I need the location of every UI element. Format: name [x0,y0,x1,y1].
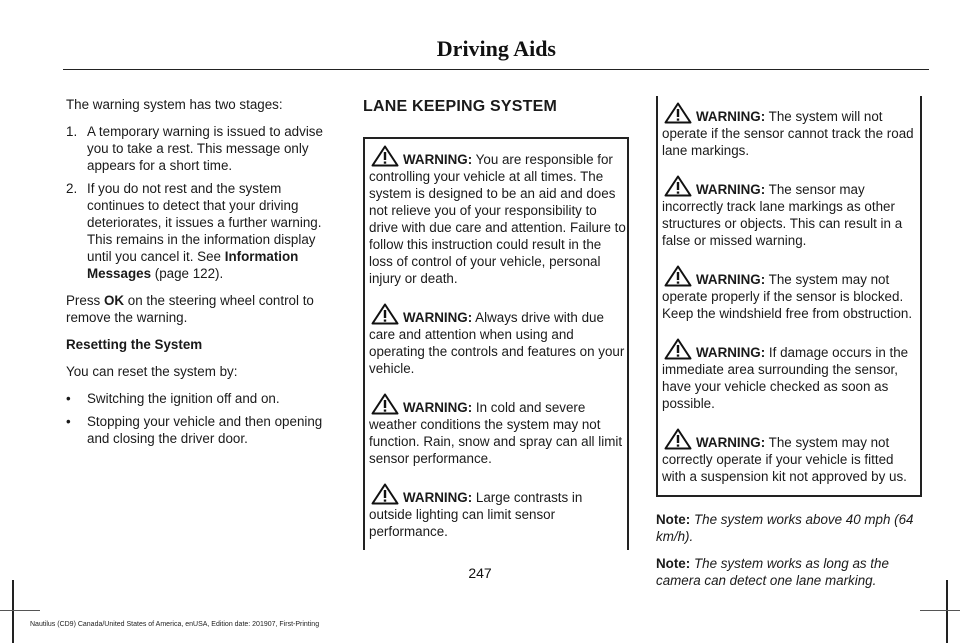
warning-text: Always drive with due care and attention when using and operating the controls and features on your vehicle. [369,310,625,376]
warning-text: In cold and severe weather conditions the system may not function. Rain, snow and spray can all limit sensor performance. [369,400,623,466]
crop-mark [12,580,14,643]
list-number: 2. [66,181,78,196]
warning-label: WARNING: [696,109,766,124]
bullet: • [66,391,71,406]
note-label: Note: [656,512,691,527]
warning-label: WARNING: [696,272,766,287]
note-label: Note: [656,556,691,571]
column-left [66,96,340,457]
warning-item [662,102,920,159]
warning-label: WARNING: [403,400,473,415]
warning-item [369,483,627,540]
warning-item [369,145,627,287]
warning-item [369,393,627,467]
stage-text: A temporary warning is issued to advise you to take a rest. This message only appears for a short time. [87,124,323,173]
stages-intro: The warning system has two stages: [66,97,283,112]
warning-label: WARNING: [403,310,473,325]
note [656,511,922,545]
warning-label: WARNING: [403,152,473,167]
column-middle [363,96,629,550]
warning-item [662,265,920,322]
press-text-rest: on the steering wheel control to remove the warning. [66,293,314,325]
press-text: Press [66,293,104,308]
warning-triangle-icon [371,393,399,415]
warning-triangle-icon [664,338,692,360]
warning-item [662,175,920,249]
bullet: • [66,414,71,429]
warning-label: WARNING: [696,182,766,197]
warning-triangle-icon [664,102,692,124]
warning-label: WARNING: [403,490,473,505]
warning-text: Large contrasts in outside lighting can limit sensor performance. [369,490,583,539]
header-rule [63,69,929,70]
warning-label: WARNING: [696,435,766,450]
stage-text: If you do not rest and the system continues to detect that your driving deteriorates, it issues a further warning. This remains in the information display until you cancel it. See [87,181,322,264]
warning-item [662,338,920,412]
warning-text: The system will not operate if the sensor cannot track the road lane markings. [662,109,914,158]
bullet-text: Switching the ignition off and on. [87,391,280,406]
ok-key-label: OK [103,293,125,308]
stage-item [66,123,340,174]
warning-triangle-icon [371,303,399,325]
column-right [656,96,922,599]
warning-triangle-icon [664,265,692,287]
warning-triangle-icon [664,428,692,450]
warning-item [369,303,627,377]
warning-text: The system may not correctly operate if your vehicle is fitted with a suspension kit not approved by us. [662,435,907,484]
reset-list [66,390,340,447]
page-header-title: Driving Aids [436,36,556,61]
stages-list [66,123,340,282]
note-text: The system works above 40 mph (64 km/h). [656,512,914,544]
warning-text: The system may not operate properly if the sensor is blocked. Keep the windshield free from obstruction. [662,272,913,321]
warning-triangle-icon [371,483,399,505]
bullet-text: Stopping your vehicle and then opening and closing the driver door. [87,414,323,446]
reset-intro: You can reset the system by: [66,364,238,379]
reset-heading: Resetting the System [66,337,203,352]
section-title: LANE KEEPING SYSTEM [363,98,558,115]
list-number: 1. [66,124,78,139]
warning-box [363,137,629,550]
warning-item [662,428,920,485]
warning-text: The sensor may incorrectly track lane markings as other structures or objects. This can result in a false or missed warning. [662,182,903,248]
warning-text: If damage occurs in the immediate area surrounding the sensor, have your vehicle checked as soon as possible. [662,345,909,411]
press-instruction [66,292,340,326]
note-text: The system works as long as the camera can detect one lane marking. [656,556,889,588]
cross-reference-link[interactable]: Information Messages [87,249,299,281]
stage-item [66,180,340,282]
crop-mark [0,610,40,611]
page-number: 247 [468,565,492,581]
warning-triangle-icon [664,175,692,197]
crop-mark [946,580,948,643]
crop-mark [920,610,960,611]
warning-text: You are responsible for controlling your vehicle at all times. The system is designed to be an aid and does not relieve you of your responsibility to drive with due care and attention. Failure to follow this instruction could result in the loss of control of your vehicle, personal injury or death. [369,152,626,286]
warning-box [656,96,922,497]
warning-triangle-icon [371,145,399,167]
edition-footer: Nautilus (CD9) Canada/United States of America, enUSA, Edition date: 201907, First-Printing [30,621,320,628]
list-item [66,413,340,447]
stage-text-page-ref: (page 122). [151,266,224,281]
list-item [66,390,340,407]
warning-label: WARNING: [696,345,766,360]
